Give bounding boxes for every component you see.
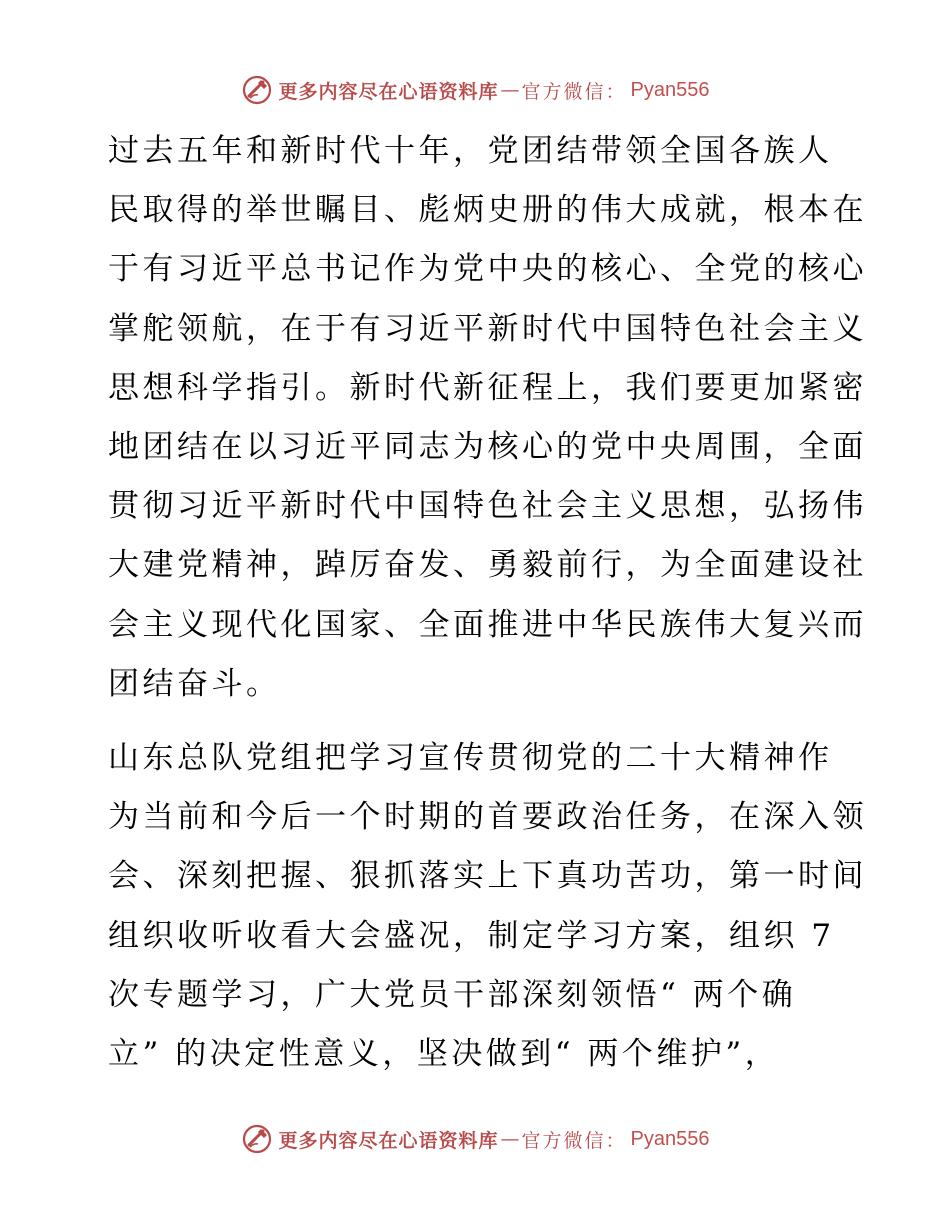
text-line: 会主义现代化国家、全面推进中华民族伟大复兴而 [108, 606, 867, 643]
banner-dash: — [500, 79, 520, 101]
banner-main-text: 更多内容尽在心语资料库 [278, 80, 499, 103]
text-line: 团结奋斗。 [108, 665, 281, 702]
brand-logo-icon [241, 1123, 273, 1155]
banner-wechat-id: Pyan556 [630, 1127, 710, 1150]
banner-wechat-id: Pyan556 [630, 78, 710, 101]
text-line: 为当前和今后一个时期的首要政治任务，在深入领 [108, 799, 867, 836]
document-body [98, 122, 867, 1084]
text-line: 过去五年和新时代十年，党团结带领全国各族人 [108, 133, 833, 169]
text-line: 贯彻习近平新时代中国特色社会主义思想，弘扬伟 [108, 488, 867, 525]
text-line: 组织收听收看大会盛况，制定学习方案，组织 7 [108, 917, 835, 954]
text-line: 立” 的决定性意义，坚决做到“ 两个维护”， [108, 1036, 780, 1073]
paragraph-2 [98, 729, 867, 1084]
brand-logo-icon [241, 74, 273, 106]
text-line: 地团结在以习近平同志为核心的党中央周围，全面 [108, 429, 867, 466]
footer-banner [0, 1119, 950, 1159]
text-line: 于有习近平总书记作为党中央的核心、全党的核心 [108, 251, 867, 288]
banner-dash: — [500, 1128, 520, 1150]
text-line: 掌舵领航，在于有习近平新时代中国特色社会主义 [108, 310, 867, 347]
header-banner [0, 70, 950, 110]
text-line: 思想科学指引。新时代新征程上，我们要更加紧密 [108, 369, 867, 406]
text-line: 山东总队党组把学习宣传贯彻党的二十大精神作 [108, 740, 833, 777]
banner-wechat-label: 官方微信： [521, 80, 627, 103]
text-line: 大建党精神，踔厉奋发、勇毅前行，为全面建设社 [108, 547, 867, 584]
text-line: 民取得的举世瞩目、彪炳史册的伟大成就，根本在 [108, 192, 867, 229]
text-line: 次专题学习，广大党员干部深刻领悟“ 两个确 [108, 976, 797, 1013]
text-line: 会、深刻把握、狠抓落实上下真功苦功，第一时间 [108, 858, 867, 895]
banner-wechat-label: 官方微信： [521, 1129, 627, 1152]
paragraph-1 [98, 122, 867, 714]
banner-main-text: 更多内容尽在心语资料库 [278, 1129, 499, 1152]
